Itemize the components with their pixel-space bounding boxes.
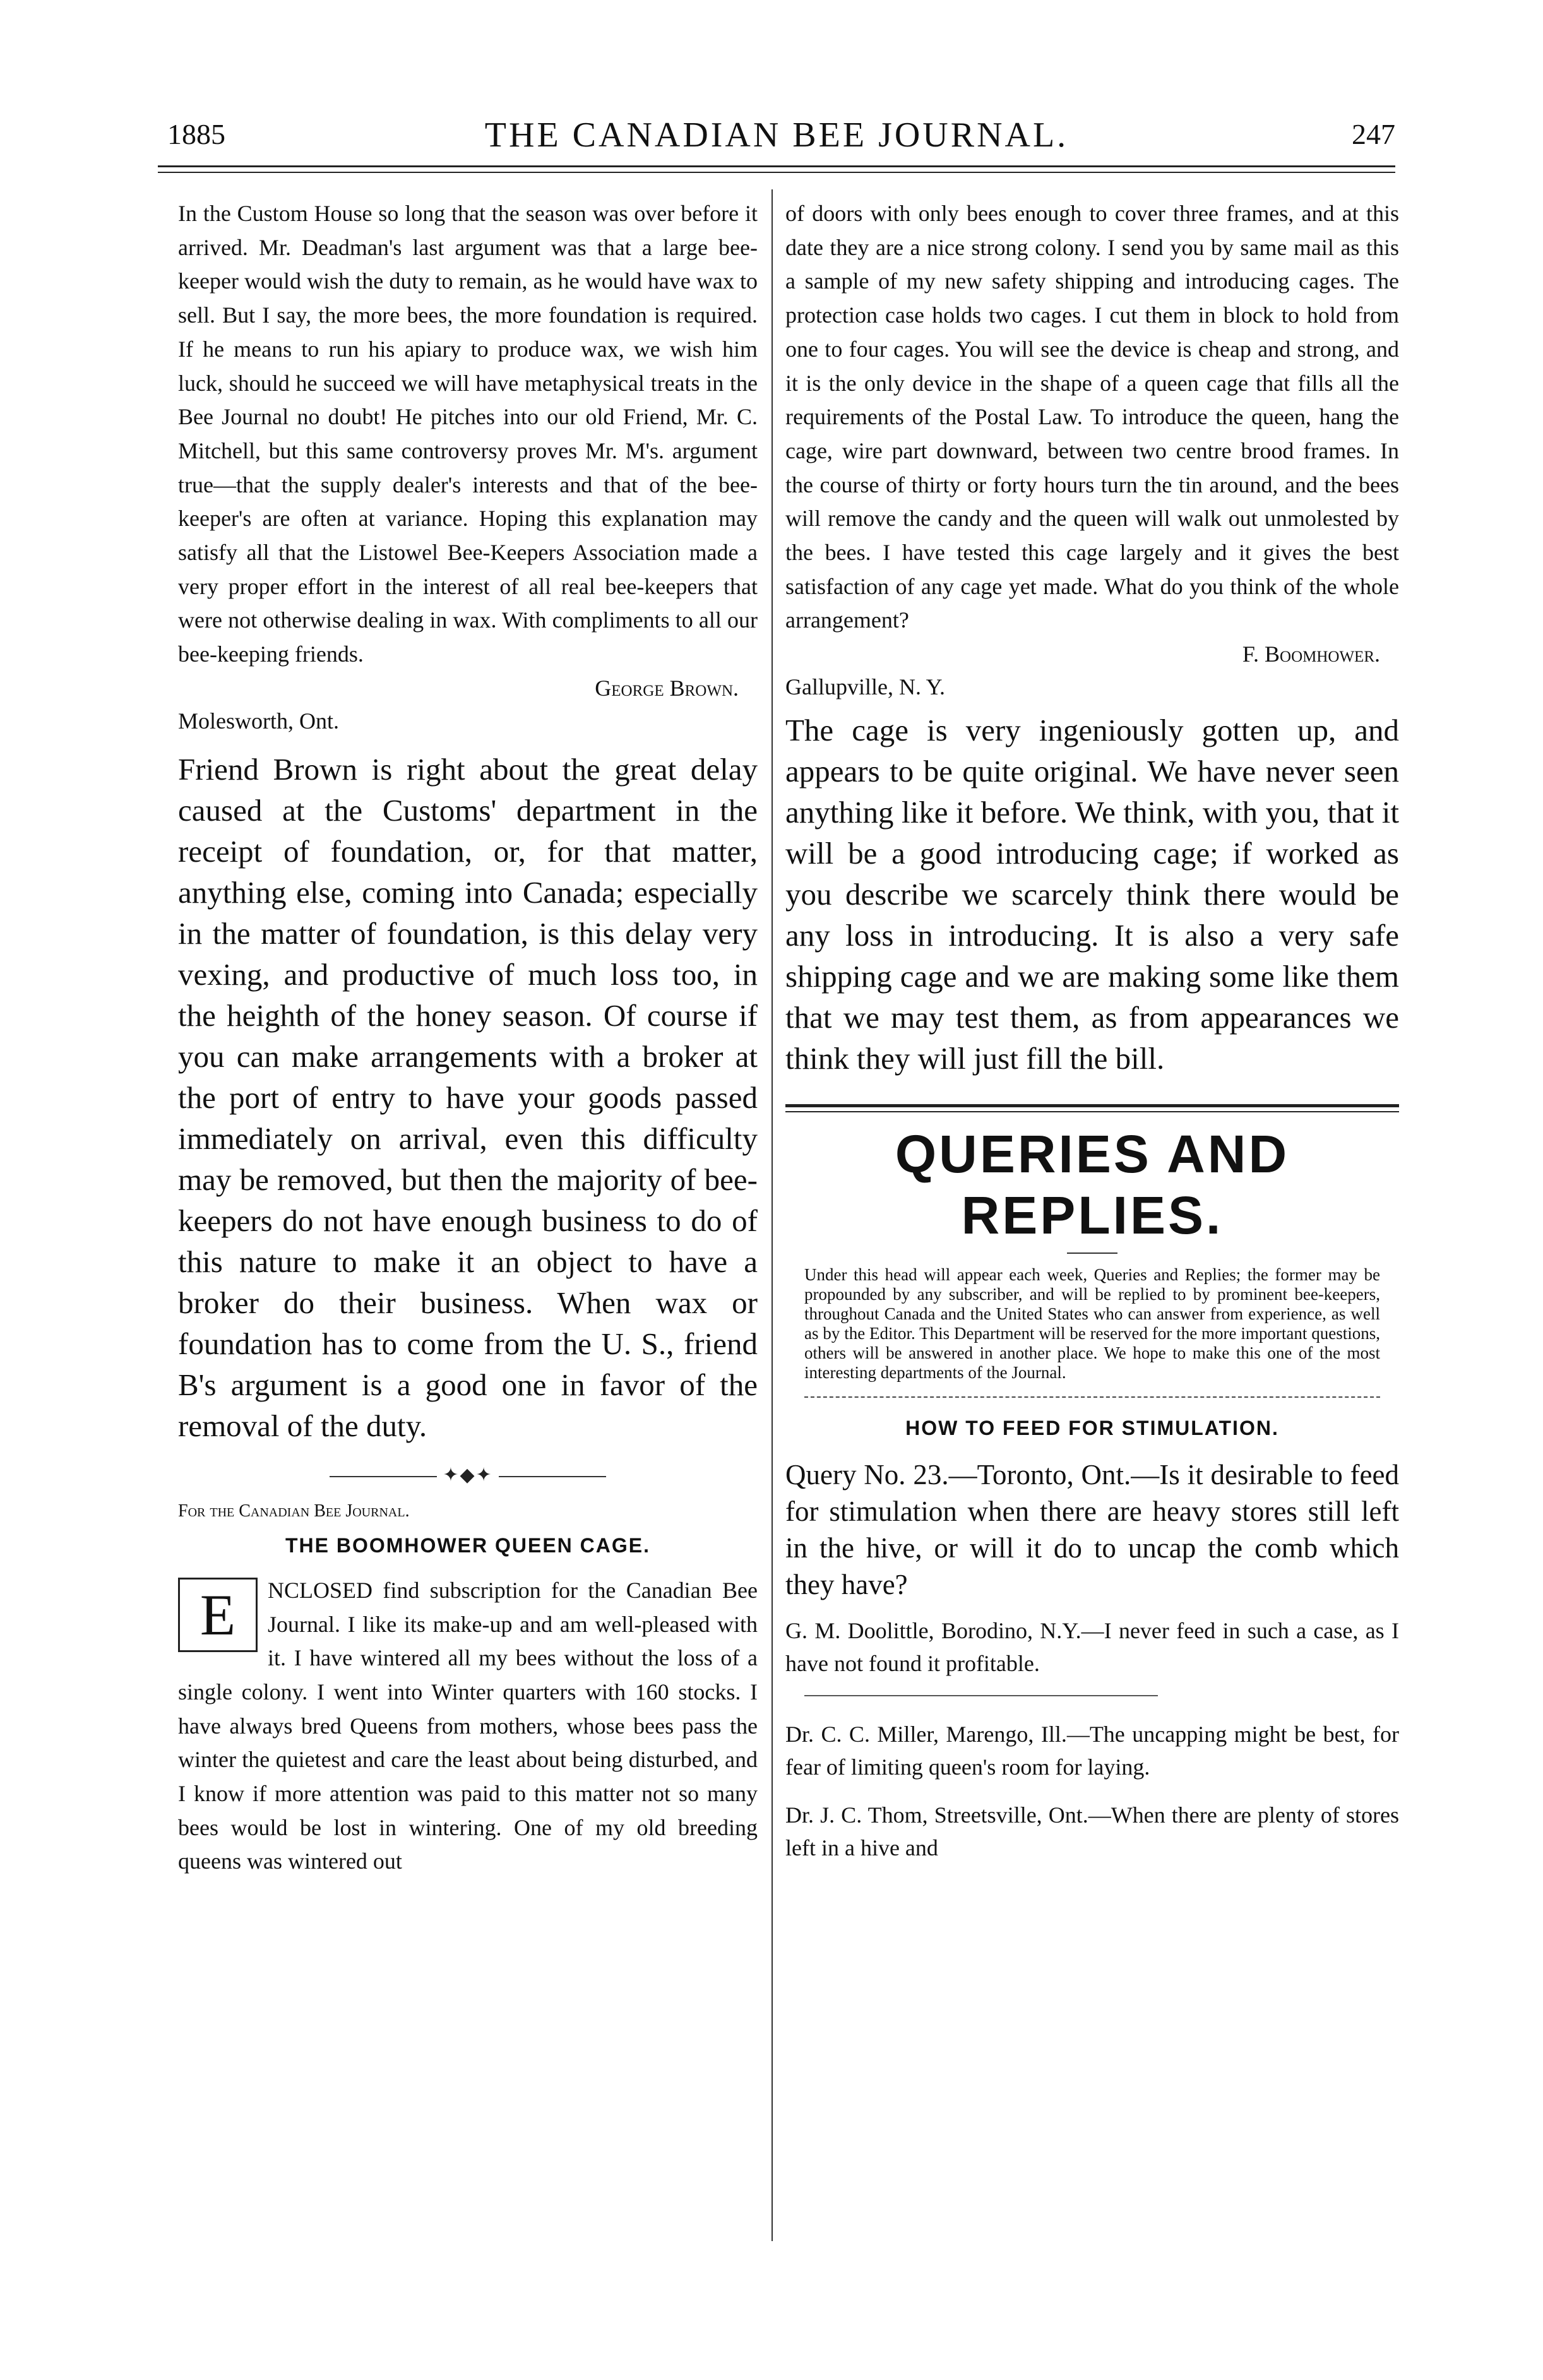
answer-separator — [804, 1695, 1158, 1696]
answer-miller: Dr. C. C. Miller, Marengo, Ill.—The uncapping might be best, for fear of limiting queen's room for laying. — [785, 1722, 1399, 1780]
article-title: THE BOOMHOWER QUEEN CAGE. — [285, 1533, 650, 1557]
drop-cap: E — [178, 1578, 258, 1652]
left-column — [178, 197, 758, 1879]
column-divider — [772, 189, 773, 2241]
page-header — [158, 112, 1395, 163]
header-year: 1885 — [167, 118, 225, 150]
letter-signature-right: F. Boomhower. — [1242, 641, 1380, 667]
ornament-glyph: ✦◆✦ — [443, 1464, 493, 1485]
article-body — [178, 1574, 758, 1879]
page-number: 247 — [1352, 118, 1395, 150]
editorial-reply — [178, 749, 758, 1446]
letter-body-continued — [785, 197, 1399, 638]
letter-continuation — [178, 197, 758, 672]
section-double-rule — [785, 1104, 1399, 1112]
query-text: Query No. 23.—Toronto, Ont.—Is it desirable to feed for stimulation when there are heavy stores still left in the hive, or will it do to uncap the comb which they have? — [785, 1459, 1399, 1601]
article-byline: For the Canadian Bee Journal. — [178, 1501, 410, 1521]
section-short-rule — [1067, 1252, 1117, 1254]
letter-signature: George Brown. — [595, 675, 739, 701]
letter-place-right: Gallupville, N. Y. — [785, 674, 945, 700]
article-paragraph: NCLOSED find subscription for the Canadian Bee Journal. I like its make-up and am well-pleased with it. I have wintered all my bees without the loss of a single colony. I went into Winter quarters with 160 stocks. I have always bred Queens from mothers, whose bees pass the winter the quietest and care the least about being disturbed, and I know if more attention was paid to this matter not so many bees would be lost in wintering. One of my old breeding queens was wintered out — [178, 1577, 758, 1874]
journal-title: THE CANADIAN BEE JOURNAL. — [484, 116, 1069, 155]
header-rule-top — [158, 165, 1395, 167]
section-title: QUERIES AND REPLIES. — [895, 1124, 1290, 1246]
section-notice: Under this head will appear each week, Queries and Replies; the former may be propounded by any subscriber, and will be replied to by prominent bee-keepers, throughout Canada and the United States who can answer from experience, as well as by the Editor. This Department will be reserved for the more important questions, others will be answered in another place. We hope to make this one of the most interesting departments of the Journal. — [804, 1265, 1380, 1383]
section-ornament — [178, 1464, 758, 1486]
notice-rule — [804, 1396, 1380, 1398]
editorial-paragraph-right: The cage is very ingeniously gotten up, and appears to be quite original. We have never seen anything like it before. We think, with you, that it will be a good introducing cage; if worked as you describe we scarcely think there would be any loss in introducing. It is also a very safe shipping cage and we are making some like them that we may test them, as from appearances we think they will just fill the bill. — [785, 713, 1399, 1076]
header-rule-bottom — [158, 172, 1395, 173]
query-title: HOW TO FEED FOR STIMULATION. — [905, 1417, 1279, 1440]
letter-paragraph: In the Custom House so long that the season was over before it arrived. Mr. Deadman's last argument was that a large bee-keeper would wish the duty to remain, as he would have wax to sell. But I say, the more bees, the more foundation is required. If he means to run his apiary to produce wax, we wish him luck, should he succeed we will have metaphysical treats in the Bee Journal no doubt! He pitches into our old Friend, Mr. C. Mitchell, but this same controversy proves Mr. M's. argument true—that the supply dealer's interests and that of the bee-keeper's are often at variance. Hoping this explanation may satisfy all that the Listowel Bee-Keepers Association made a very proper effort in the interest of all real bee-keepers that were not otherwise dealing in wax. With compliments to all our bee-keeping friends. — [178, 201, 758, 667]
letter-place: Molesworth, Ont. — [178, 708, 339, 734]
answer-thom: Dr. J. C. Thom, Streetsville, Ont.—When there are plenty of stores left in a hive and — [785, 1802, 1399, 1861]
editorial-reply-right — [785, 710, 1399, 1079]
letter-paragraph-right: of doors with only bees enough to cover three frames, and at this date they are a nice strong colony. I send you by same mail as this a sample of my new safety shipping and introducing cages. The protection case holds two cages. I cut them in block to hold from one to four cages. You will see the device is cheap and strong, and it is the only device in the shape of a queen cage that fills all the requirements of the Postal Law. To introduce the queen, hang the cage, wire part downward, between two centre brood frames. In the course of thirty or forty hours turn the tin around, and the bees will remove the candy and the queen will walk out unmolested by the bees. I have tested this cage largely and it gives the best satisfaction of any cage yet made. What do you think of the whole arrangement? — [785, 201, 1399, 633]
answer-doolittle: G. M. Doolittle, Borodino, N.Y.—I never feed in such a case, as I have not found it profitable. — [785, 1618, 1399, 1677]
right-column — [785, 197, 1399, 1879]
editorial-paragraph: Friend Brown is right about the great delay caused at the Customs' department in the receipt of foundation, or, for that matter, anything else, coming into Canada; especially in the matter of foundation, is this delay very vexing, and productive of much loss too, in the heighth of the honey season. Of course if you can make arrangements with a broker at the port of entry to have your goods passed immediately on arrival, even this difficulty may be removed, but then the majority of bee-keepers do not have enough business to do of this nature to make it an object to have a broker do their business. When wax or foundation has to come from the U. S., friend B's argument is a good one in favor of the removal of the duty. — [178, 751, 758, 1443]
